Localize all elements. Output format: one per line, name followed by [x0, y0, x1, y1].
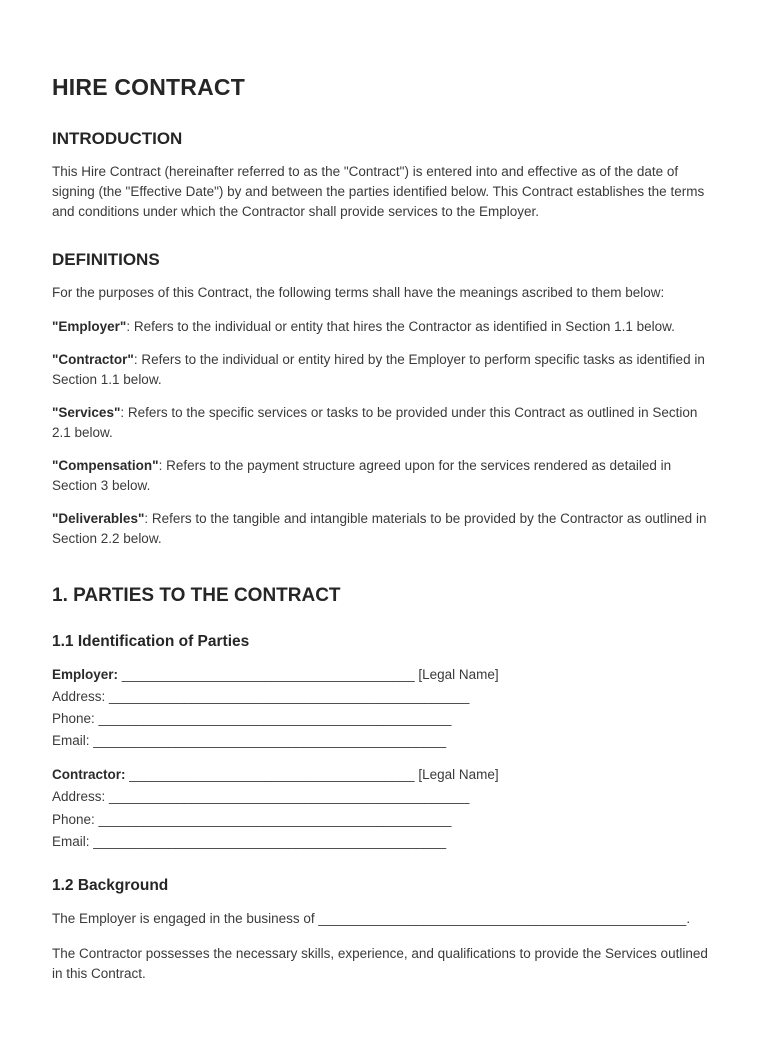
background-business-suffix: . — [686, 910, 691, 926]
definition-item-deliverables — [52, 509, 718, 549]
document-title: HIRE CONTRACT — [52, 74, 245, 100]
legal-name-hint: [Legal Name] — [414, 666, 499, 682]
employer-address-line — [52, 687, 718, 706]
contractor-address-line — [52, 787, 718, 806]
definition-item-compensation — [52, 456, 718, 496]
definition-item-contractor — [52, 350, 718, 390]
section-heading-definitions: DEFINITIONS — [52, 249, 160, 269]
contractor-phone-line — [52, 810, 718, 829]
section-heading-introduction: INTRODUCTION — [52, 129, 183, 148]
contractor-name-blank: ______________________________________ — [129, 767, 415, 783]
subsection-heading-background: 1.2 Background — [52, 876, 169, 894]
employer-email-blank: _______________________________________________ — [93, 733, 447, 749]
definition-term: "Deliverables" — [52, 510, 145, 526]
background-business-blank: _________________________________________________ — [318, 910, 687, 926]
employer-name-label: Employer: — [52, 666, 122, 682]
definition-text: : Refers to the specific services or tasks to be provided under this Contract as outlined in Section 2.1 below. — [52, 404, 698, 440]
contractor-phone-blank: _______________________________________________ — [98, 811, 452, 827]
employer-phone-label: Phone: — [52, 710, 99, 726]
definitions-intro-paragraph: For the purposes of this Contract, the following terms shall have the meanings ascribed to them below: — [52, 284, 665, 300]
definition-term: "Services" — [52, 404, 121, 420]
contractor-address-blank: ________________________________________________ — [109, 789, 470, 805]
employer-address-label: Address: — [52, 688, 110, 704]
employer-name-line — [52, 665, 718, 684]
definition-text: : Refers to the individual or entity that hires the Contractor as identified in Section 1.1 below. — [126, 318, 675, 334]
employer-email-label: Email: — [52, 733, 94, 749]
section-heading-parties: 1. PARTIES TO THE CONTRACT — [52, 584, 341, 606]
contractor-name-line — [52, 765, 718, 784]
contractor-address-label: Address: — [52, 789, 110, 805]
employer-name-blank: _______________________________________ — [121, 666, 415, 682]
contractor-fields-block — [52, 765, 718, 851]
contractor-email-line — [52, 832, 718, 851]
contractor-phone-label: Phone: — [52, 811, 99, 827]
subsection-heading-identification: 1.1 Identification of Parties — [52, 632, 250, 650]
contractor-email-label: Email: — [52, 833, 94, 849]
employer-fields-block — [52, 665, 718, 751]
background-contractor-paragraph: The Contractor possesses the necessary skills, experience, and qualifications to provide the Services outlined in this Contract. — [52, 946, 708, 981]
definition-term: "Compensation" — [52, 457, 159, 473]
contractor-email-blank: _______________________________________________ — [93, 833, 447, 849]
definition-text: : Refers to the payment structure agreed upon for the services rendered as detailed in Section 3 below. — [52, 457, 672, 493]
definition-term: "Contractor" — [52, 351, 134, 367]
employer-address-blank: ________________________________________________ — [109, 688, 470, 704]
employer-email-line — [52, 731, 718, 750]
employer-phone-blank: _______________________________________________ — [98, 710, 452, 726]
definition-item-employer — [52, 317, 718, 337]
definition-text: : Refers to the individual or entity hired by the Employer to perform specific tasks as identified in Section 1.1 below. — [52, 351, 705, 387]
employer-phone-line — [52, 709, 718, 728]
background-business-prefix: The Employer is engaged in the business of — [52, 910, 319, 926]
background-business-line — [52, 909, 718, 928]
introduction-paragraph: This Hire Contract (hereinafter referred to as the "Contract") is entered into and effective as of the date of signing (the "Effective Date") by and between the parties identified below. This Contract establishes the terms and conditions under which the Contractor shall provide services to the Employer. — [52, 164, 705, 219]
legal-name-hint: [Legal Name] — [414, 767, 499, 783]
contractor-name-label: Contractor: — [52, 767, 130, 783]
definition-text: : Refers to the tangible and intangible materials to be provided by the Contractor as outlined in Section 2.2 below. — [52, 510, 707, 546]
definition-term: "Employer" — [52, 318, 127, 334]
definition-item-services — [52, 403, 718, 443]
